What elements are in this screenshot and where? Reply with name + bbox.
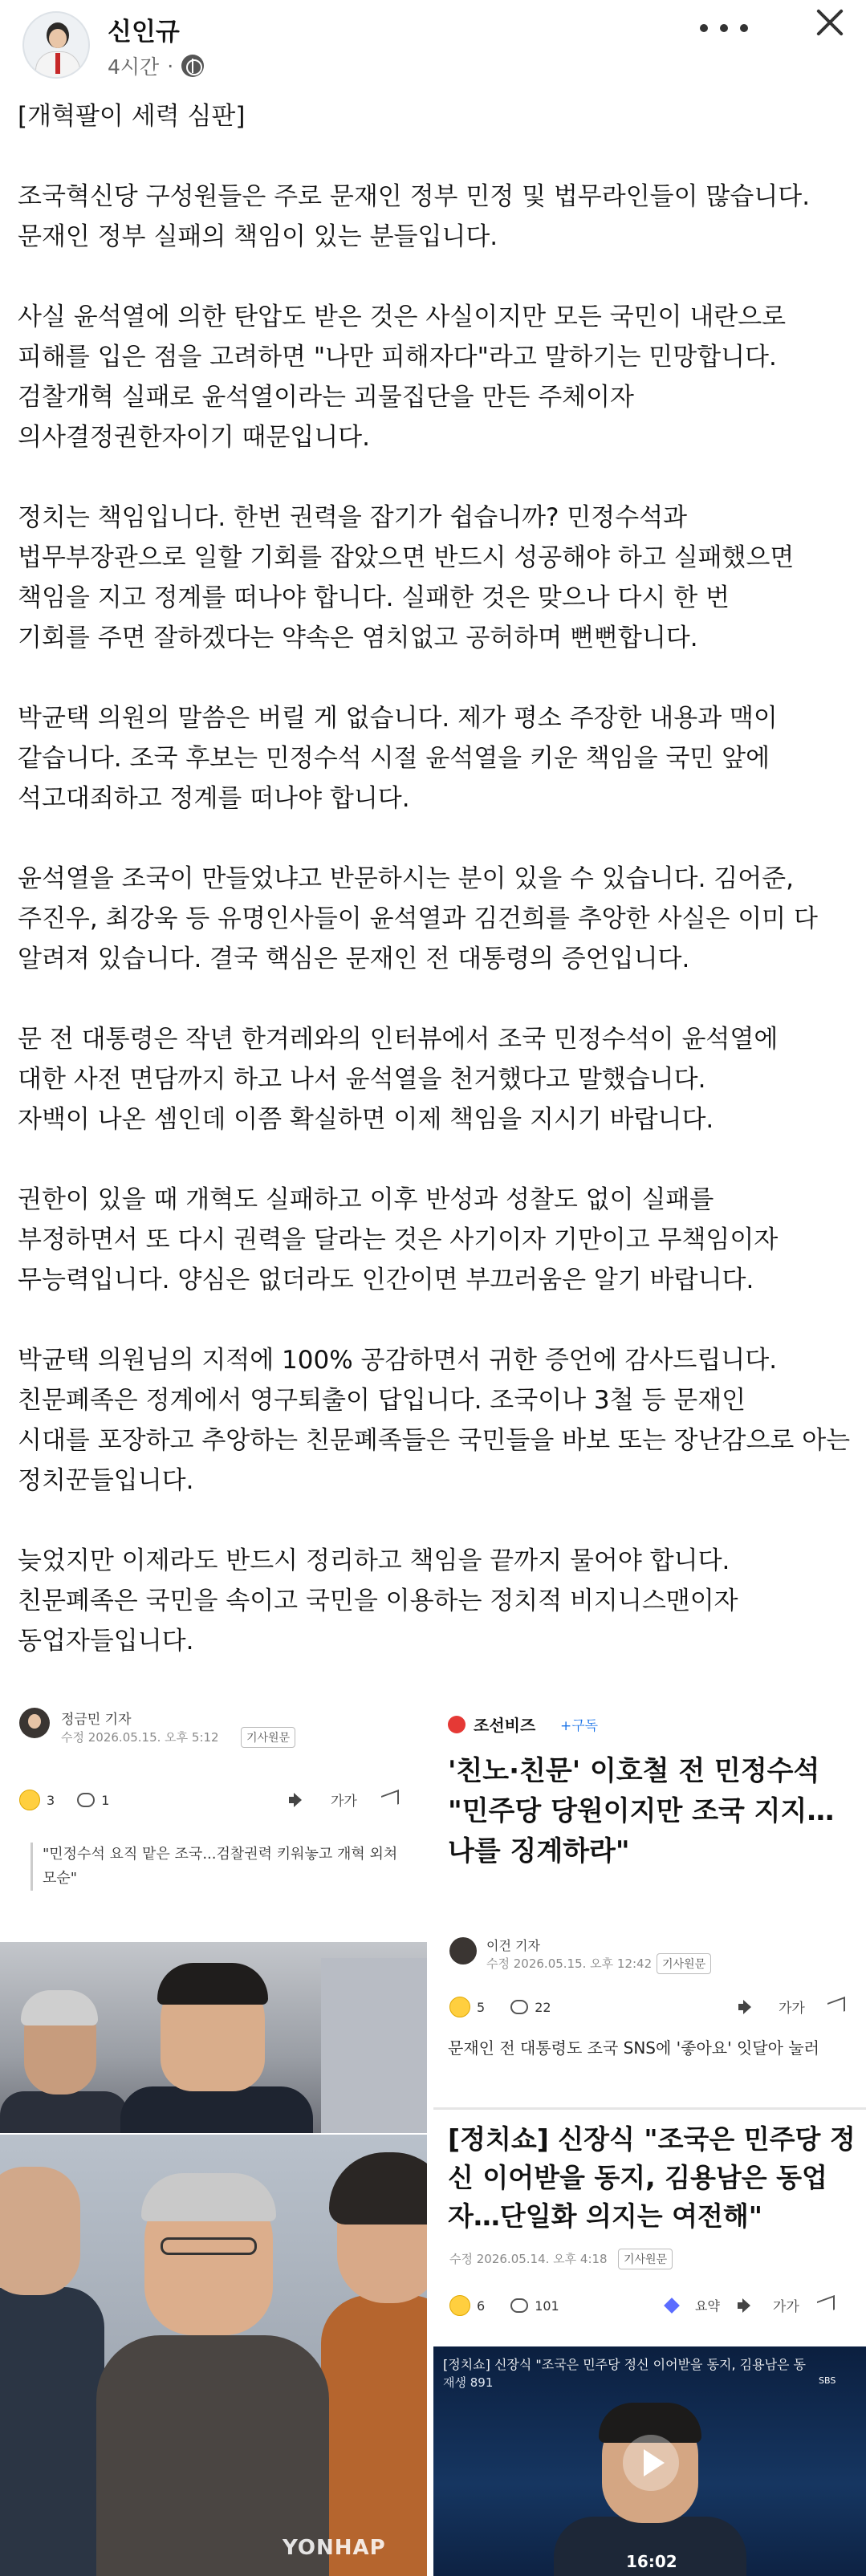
original-article-badge-2: 기사원문 — [618, 2249, 673, 2269]
original-article-badge: 기사원문 — [241, 1727, 295, 1748]
reporter-name: 이건 기자 — [486, 1938, 540, 1953]
divider — [433, 2107, 866, 2110]
more-options-icon[interactable] — [700, 16, 748, 40]
news-card-right[interactable] — [433, 1700, 866, 2576]
comment-icon — [77, 1793, 95, 1807]
share-icon — [827, 1996, 845, 2017]
reaction-row-2 — [449, 2295, 559, 2316]
article-subheadline: "민정수석 요직 맡은 조국...검찰권력 키워놓고 개혁 외쳐 모순" — [30, 1843, 408, 1891]
reaction-emoji-icon — [449, 2295, 470, 2316]
reaction-count: 6 — [477, 2298, 486, 2314]
post-paragraph: 문 전 대통령은 작년 한겨레와의 인터뷰에서 조국 민정수석이 윤석열에 대한 사전 면담까지 하고 나서 윤석열을 천거했다고 말했습니다. 자백이 나온 셈인데 이쯤 확실하면 이제 책임을 지시기 바랍니다. — [18, 1025, 779, 1134]
reaction-count: 3 — [47, 1792, 55, 1808]
related-article-link: 문재인 전 대통령도 조국 SNS에 '좋아요' 잇달아 눌러 — [448, 2038, 819, 2058]
post-paragraph: 정치는 책임입니다. 한번 권력을 잡기가 쉽습니까? 민정수석과 법무부장관으로 일할 기회를 잡았으면 반드시 성공해야 하고 실패했으면 책임을 지고 정계를 떠나야 합니다. 실패한 것은 맞으나 다시 한 번 기회를 주면 잘하겠다는 약속은 염치없고 공허하며 뻔뻔합니다. — [18, 503, 795, 652]
article-headline: '친노·친문' 이호철 전 민정수석 "민주당 당원이지만 조국 지지…나를 징계하라" — [448, 1755, 835, 1867]
video-channel-logo: SBS — [819, 2375, 836, 2386]
speaker-icon — [289, 1792, 307, 1808]
comment-icon — [510, 2000, 528, 2014]
post-meta — [108, 51, 204, 80]
post-paragraph: 늦었지만 이제라도 반드시 정리하고 책임을 끝까지 물어야 합니다. 친문폐족은 국민을 속이고 국민을 이용하는 정치적 비지니스맨이자 동업자들입니다. — [18, 1546, 738, 1656]
play-icon — [623, 2435, 679, 2491]
speaker-icon — [738, 2298, 755, 2314]
comment-count: 1 — [101, 1792, 110, 1808]
author-avatar[interactable] — [22, 11, 90, 79]
article-date-2: 수정 2026.05.14. 오후 4:18 — [449, 2252, 608, 2266]
video-title: [정치쇼] 신장식 "조국은 민주당 정신 이어받을 동지, 김용남은 동 — [443, 2357, 807, 2372]
article-date: 수정 2026.05.15. 오후 5:12 — [61, 1730, 219, 1745]
outlet-name: 조선비즈 — [474, 1716, 536, 1735]
comment-count: 22 — [535, 1999, 551, 2015]
meta-separator: · — [167, 54, 174, 78]
font-size-label: 가가 — [331, 1794, 357, 1810]
post-header — [0, 0, 866, 88]
original-article-badge: 기사원문 — [657, 1953, 711, 1974]
subscribe-button: +구독 — [560, 1718, 599, 1734]
post-body — [18, 96, 852, 1701]
share-icon — [381, 1789, 399, 1810]
summary-icon — [664, 2298, 680, 2314]
share-icon — [817, 2294, 835, 2315]
article-date: 수정 2026.05.15. 오후 12:42 — [486, 1956, 653, 1971]
author-name[interactable]: 신인규 — [108, 18, 180, 47]
photo-watermark: YONHAP — [283, 2536, 386, 2560]
post-time[interactable]: 4시간 — [108, 55, 160, 79]
reporter-name: 정금민 기자 — [61, 1712, 132, 1728]
article-tools — [289, 1790, 399, 1810]
article-tools-2 — [666, 2295, 835, 2315]
post-paragraph: 조국혁신당 구성원들은 주로 문재인 정부 민정 및 법무라인들이 많습니다. 문재인 정부 실패의 책임이 있는 분들입니다. — [18, 182, 811, 251]
close-icon[interactable] — [812, 5, 848, 40]
outlet-logo-icon — [448, 1716, 466, 1733]
reaction-row — [19, 1790, 109, 1810]
comment-icon — [510, 2298, 528, 2313]
reporter-avatar — [19, 1708, 50, 1738]
video-views: 재생 891 — [443, 2375, 494, 2390]
post-paragraph: [개혁팔이 세력 심판] — [18, 102, 246, 131]
comment-count: 101 — [535, 2298, 559, 2314]
reaction-count: 5 — [477, 1999, 486, 2015]
post-paragraph: 박균택 의원의 말씀은 버릴 게 없습니다. 제가 평소 주장한 내용과 맥이 같습니다. 조국 후보는 민정수석 시절 윤석열을 키운 책임을 국민 앞에 석고대죄하고 정계를 떠나야 합니다. — [18, 704, 778, 813]
globe-icon[interactable] — [181, 55, 204, 77]
speaker-icon — [738, 1999, 756, 2015]
reaction-row — [449, 1997, 551, 2017]
post-paragraph: 사실 윤석열에 의한 탄압도 받은 것은 사실이지만 모든 국민이 내란으로 피해를 입은 점을 고려하면 "나만 피해자다"라고 말하기는 민망합니다. 검찰개혁 실패로 윤석열이라는 괴물집단을 만든 주체이자 의사결정권한자이기 때문입니다. — [18, 303, 787, 452]
attached-images[interactable] — [0, 1700, 866, 2576]
font-size-label: 가가 — [779, 2001, 805, 2017]
font-size-label: 가가 — [772, 2299, 799, 2315]
video-player — [433, 2346, 866, 2576]
article-tools — [738, 1997, 845, 2017]
article-headline-2: [정치쇼] 신장식 "조국은 민주당 정신 이어받을 동지, 김용남은 동업자…단일화 의지는 여전해" — [448, 2123, 856, 2232]
reaction-emoji-icon — [449, 1997, 470, 2017]
summary-label: 요약 — [695, 2298, 720, 2314]
reporter-avatar — [449, 1937, 477, 1965]
news-card-left[interactable] — [0, 1700, 427, 1940]
news-photo-2 — [0, 2135, 427, 2576]
post-paragraph: 박균택 의원님의 지적에 100% 공감하면서 귀한 증언에 감사드립니다. 친문폐족은 정계에서 영구퇴출이 답입니다. 조국이나 3철 등 문재인 시대를 포장하고 추앙하는 친문폐족들은 국민들을 바보 또는 장난감으로 아는 정치꾼들입니다. — [18, 1346, 851, 1495]
video-timestamp: 16:02 — [626, 2552, 677, 2571]
news-photo-1 — [0, 1942, 427, 2133]
post-paragraph: 윤석열을 조국이 만들었냐고 반문하시는 분이 있을 수 있습니다. 김어준, 주진우, 최강욱 등 유명인사들이 윤석열과 김건희를 추앙한 사실은 이미 다 알려져 있습니다. 결국 핵심은 문재인 전 대통령의 증언입니다. — [18, 864, 818, 973]
reaction-emoji-icon — [19, 1790, 40, 1810]
post-paragraph: 권한이 있을 때 개혁도 실패하고 이후 반성과 성찰도 없이 실패를 부정하면서 또 다시 권력을 달라는 것은 사기이자 기만이고 무책임이자 무능력입니다. 양심은 없더라도 인간이면 부끄러움은 알기 바랍니다. — [18, 1185, 779, 1294]
